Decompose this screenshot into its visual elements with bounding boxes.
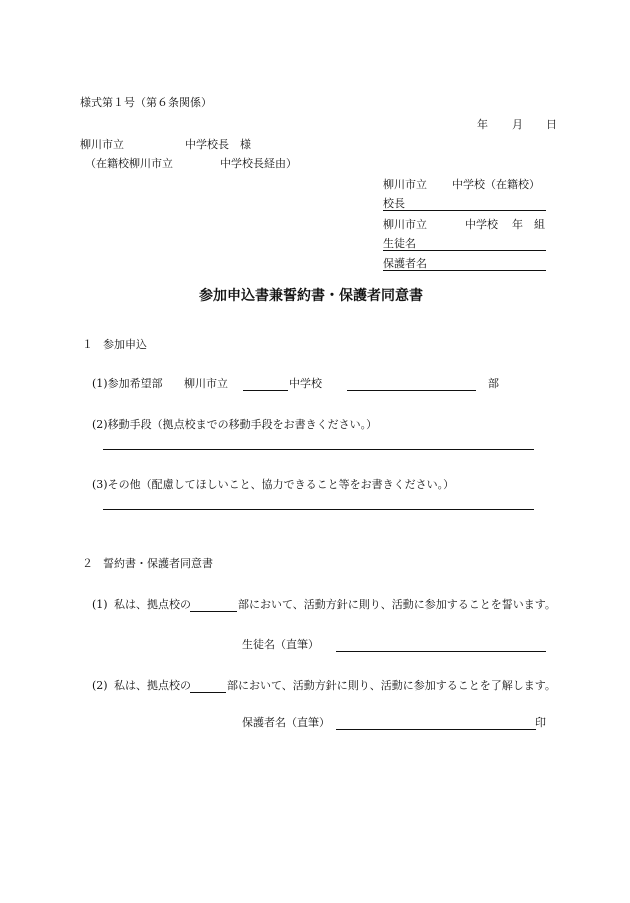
grade-label: 年	[512, 218, 523, 231]
item1-1-label: (1)参加希望部	[92, 377, 163, 390]
guardian-name-label: 保護者名	[383, 257, 427, 270]
item2-2-text-after: 部において、活動方針に則り、活動に参加することを了解します。	[227, 679, 556, 692]
addressee-city: 柳川市立	[80, 138, 124, 151]
date-month-label: 月	[512, 118, 523, 131]
signatory-school-city: 柳川市立	[383, 178, 427, 191]
addressee-school: 中学校長 様	[185, 138, 251, 151]
section1-number: １	[82, 338, 93, 351]
section2-heading: 誓約書・保護者同意書	[103, 557, 213, 570]
section2-number: ２	[82, 557, 93, 570]
signatory-student-city: 柳川市立	[383, 218, 427, 231]
item1-2-label: (2)移動手段（拠点校までの移動手段をお書きください。）	[92, 418, 378, 431]
student-signature-line	[336, 651, 546, 652]
item1-3-label: (3)その他（配慮してほしいこと、協力できること等をお書きください。）	[92, 478, 455, 491]
item2-1-text-before: 私は、拠点校の	[114, 598, 191, 611]
principal-label: 校長	[383, 197, 405, 210]
item1-1-club: 部	[488, 377, 499, 390]
item2-2-club-line	[190, 692, 226, 693]
student-signature-label: 生徒名（直筆）	[242, 638, 319, 651]
date-day-label: 日	[546, 118, 557, 131]
item1-1-school-line	[243, 390, 288, 391]
student-name-label: 生徒名	[383, 237, 416, 250]
principal-line	[383, 210, 546, 211]
item2-2-num: (2)	[92, 679, 108, 692]
via-open: （在籍校柳川市立	[85, 157, 173, 170]
signatory-student-school: 中学校	[465, 218, 498, 231]
seal-mark: 印	[535, 716, 546, 729]
signatory-school-enrolled: 中学校（在籍校）	[452, 178, 540, 191]
student-name-line	[383, 250, 546, 251]
item1-1-city: 柳川市立	[184, 377, 228, 390]
section1-heading: 参加申込	[103, 338, 147, 351]
item2-1-num: (1)	[92, 598, 108, 611]
item1-1-school: 中学校	[289, 377, 322, 390]
item1-1-club-line	[347, 390, 476, 391]
via-close: 中学校長経由）	[220, 157, 297, 170]
date-year-label: 年	[477, 118, 488, 131]
form-number: 様式第１号（第６条関係）	[80, 96, 212, 109]
item1-3-line	[103, 509, 534, 510]
class-label: 組	[534, 218, 545, 231]
item2-2-text-before: 私は、拠点校の	[114, 679, 191, 692]
guardian-signature-line	[336, 729, 536, 730]
guardian-name-line	[383, 270, 546, 271]
item2-1-club-line	[190, 611, 237, 612]
item1-2-line	[103, 449, 534, 450]
item2-1-text-after: 部において、活動方針に則り、活動に参加することを誓います。	[238, 598, 556, 611]
document-title: 参加申込書兼誓約書・保護者同意書	[199, 288, 423, 304]
guardian-signature-label: 保護者名（直筆）	[242, 716, 330, 729]
